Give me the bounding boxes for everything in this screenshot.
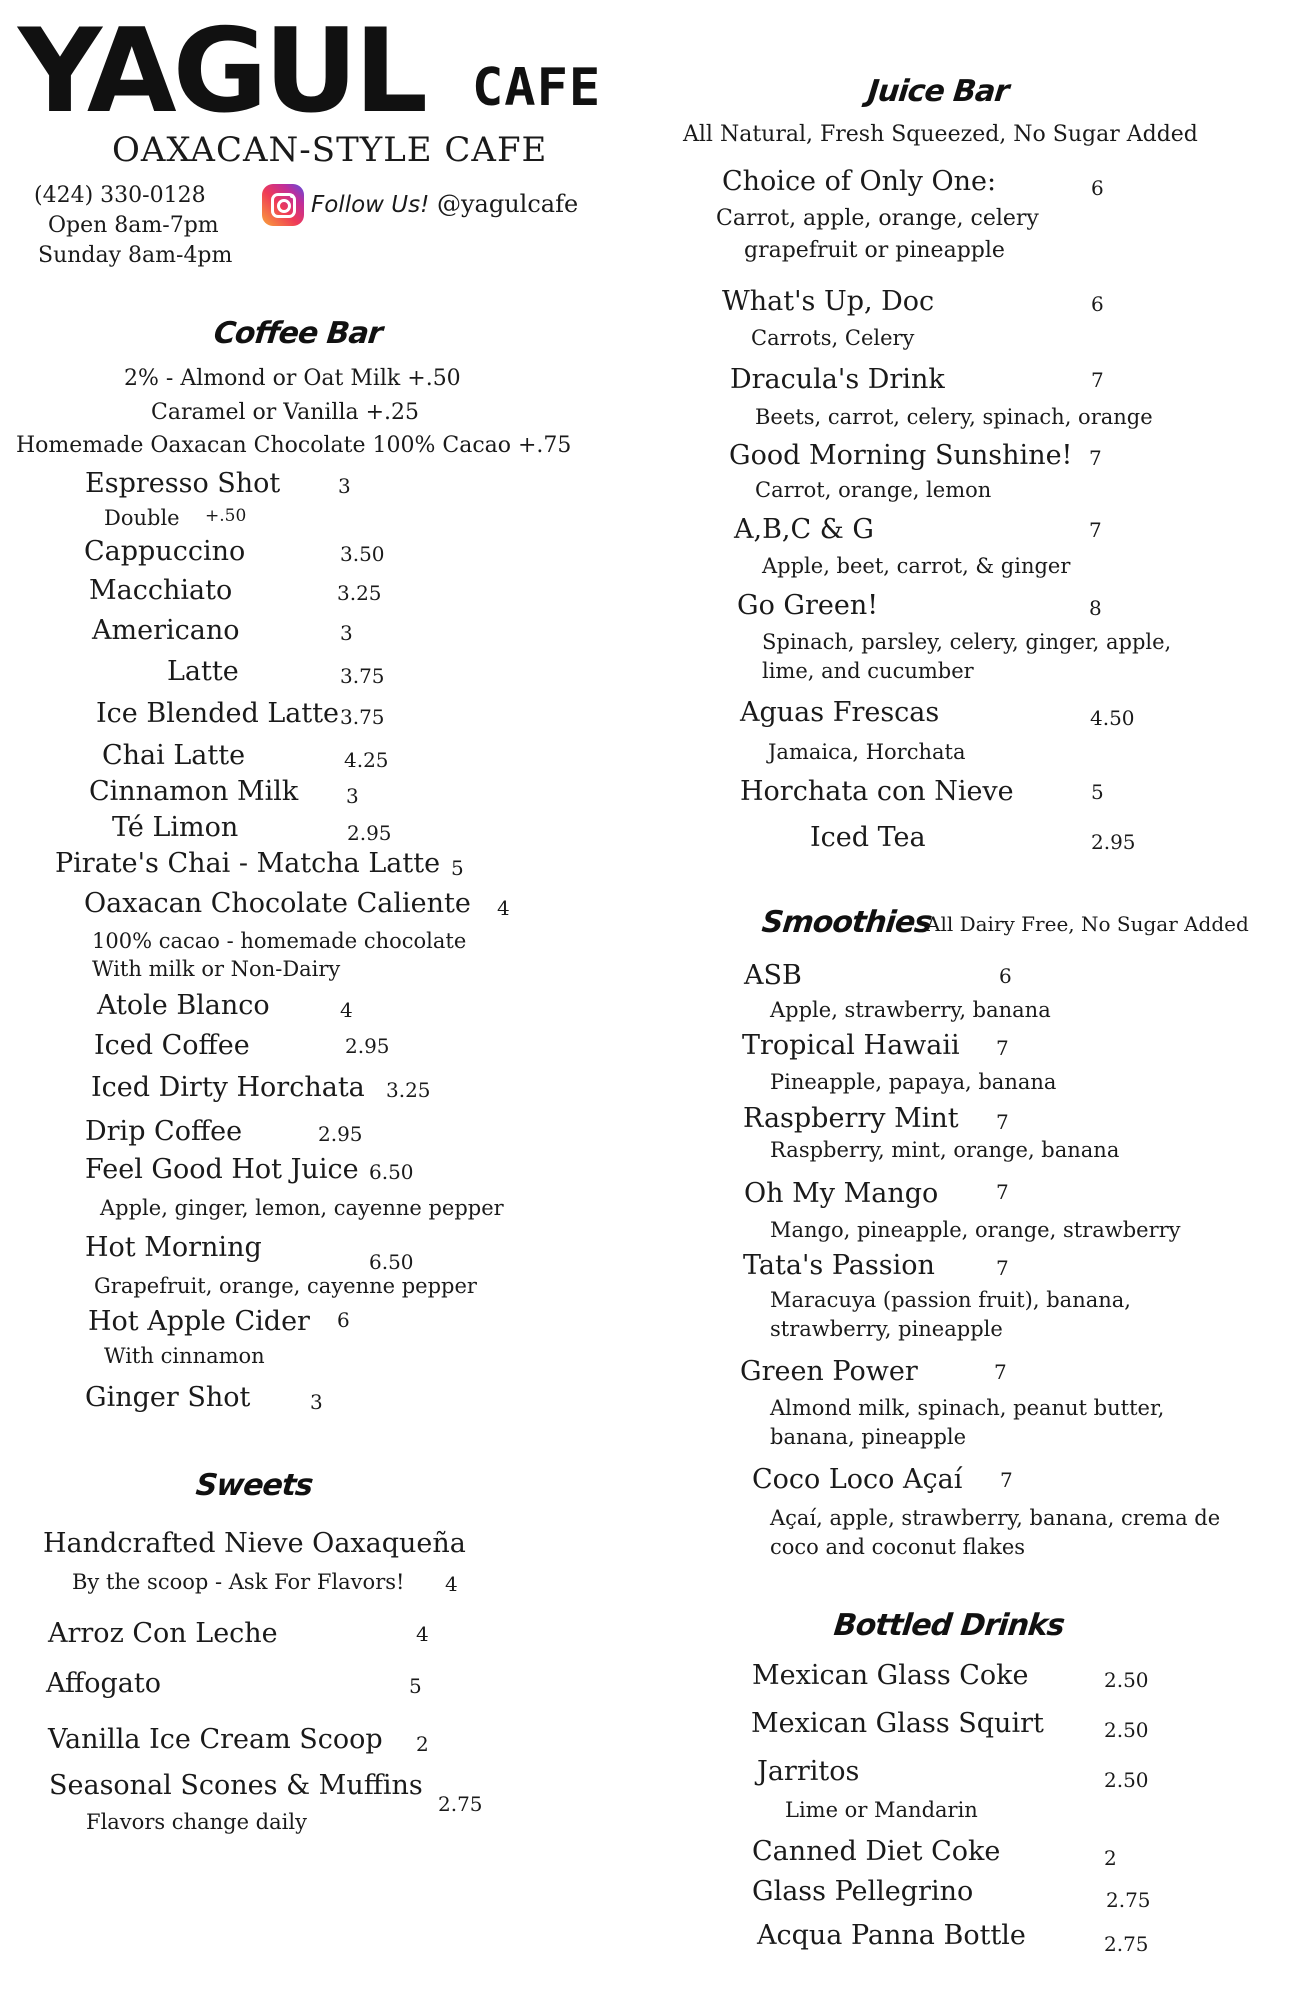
menu-item-name: Oh My Mango [744,1178,939,1209]
menu-item-price: 6.50 [369,1160,414,1184]
coffee-note: Homemade Oaxacan Chocolate 100% Cacao +.75 [16,433,572,458]
menu-item-name: Seasonal Scones & Muffins [49,1770,423,1801]
menu-item-price: 7 [994,1360,1007,1384]
menu-item-description: Apple, beet, carrot, & ginger [762,554,1071,578]
menu-item-price: 7 [996,1110,1009,1134]
menu-item-price: 7 [1000,1468,1013,1492]
menu-item-price: 2.95 [347,821,392,845]
menu-item-description: Apple, strawberry, banana [770,998,1051,1022]
menu-item-name: Macchiato [89,575,233,606]
menu-item-description: By the scoop - Ask For Flavors! [72,1570,405,1594]
menu-item-option: Double [104,506,180,530]
menu-item-price: 3 [310,1390,323,1414]
menu-item-name: Aguas Frescas [740,697,940,728]
menu-item-name: Arroz Con Leche [48,1618,278,1649]
hours-sunday: Sunday 8am-4pm [38,243,233,268]
smoothies-tagline: All Dairy Free, No Sugar Added [926,912,1249,936]
menu-item-name: Raspberry Mint [743,1103,959,1134]
menu-item-description: Apple, ginger, lemon, cayenne pepper [100,1196,504,1220]
menu-item-description: coco and coconut flakes [770,1535,1026,1559]
menu-item-price: 5 [1091,780,1104,804]
menu-item-price: 6 [337,1308,350,1332]
menu-item-price: 7 [1089,518,1102,542]
menu-item-name: Acqua Panna Bottle [757,1920,1026,1951]
menu-item-name: Good Morning Sunshine! [729,440,1073,471]
menu-item-description: Jamaica, Horchata [768,740,966,764]
menu-item-price: 8 [1089,596,1102,620]
juice-bar-tagline: All Natural, Fresh Squeezed, No Sugar Added [683,122,1198,147]
menu-item-price: 4.50 [1090,706,1135,730]
menu-item-name: Iced Coffee [94,1030,250,1061]
menu-item-price: 4 [445,1572,458,1596]
menu-item-price: 2.75 [438,1792,483,1816]
menu-item-description: banana, pineapple [770,1425,967,1449]
menu-item-price: 2.95 [1091,830,1136,854]
menu-item-name: Coco Loco Açaí [752,1464,963,1495]
instagram-follow[interactable] [311,190,578,218]
hours-weekday: Open 8am-7pm [48,213,219,238]
menu-item-price: 2.50 [1104,1668,1149,1692]
menu-item-price: 3 [346,784,359,808]
menu-item-name: Go Green! [737,590,879,621]
menu-item-name: Té Limon [112,812,239,843]
menu-item-name: Dracula's Drink [730,364,945,395]
menu-item-name: Handcrafted Nieve Oaxaqueña [43,1528,466,1559]
menu-item-price: 2.95 [318,1122,363,1146]
menu-item-description: Beets, carrot, celery, spinach, orange [755,405,1153,429]
menu-item-name: A,B,C & G [734,514,874,545]
menu-item-name: Mexican Glass Coke [752,1660,1029,1691]
menu-item-name: What's Up, Doc [722,286,935,317]
menu-item-price: 2 [1104,1846,1117,1870]
menu-item-description: Grapefruit, orange, cayenne pepper [94,1274,477,1298]
menu-item-price: 4 [497,896,510,920]
menu-item-price: 2.95 [345,1034,390,1058]
menu-item-name: Chai Latte [102,740,246,771]
menu-item-price: 2 [416,1732,429,1756]
menu-item-price: 3 [340,621,353,645]
menu-item-price: 6 [999,964,1012,988]
menu-item-price: 2.75 [1104,1932,1149,1956]
juice-bar-heading: Juice Bar [866,74,1011,109]
menu-item-name: Glass Pellegrino [752,1876,974,1907]
menu-item-price: 4.25 [344,748,389,772]
menu-item-price: 3.75 [340,664,385,688]
menu-item-description: With cinnamon [104,1344,265,1368]
menu-item-name: Atole Blanco [97,990,270,1021]
menu-item-name: Iced Dirty Horchata [91,1072,365,1103]
menu-item-description: Carrots, Celery [751,326,915,350]
menu-item-name: Pirate's Chai - Matcha Latte [55,848,441,879]
menu-item-price: 5 [409,1674,422,1698]
menu-item-description: Maracuya (passion fruit), banana, [770,1288,1131,1312]
menu-item-name: Espresso Shot [85,468,281,499]
menu-item-price: 3 [338,474,351,498]
coffee-note: 2% - Almond or Oat Milk +.50 [124,366,461,391]
menu-item-name: ASB [744,960,802,991]
menu-item-price: 7 [996,1036,1009,1060]
menu-item-name: Iced Tea [810,822,926,853]
cafe-logo-suffix: CAFE [472,58,602,118]
menu-item-description: strawberry, pineapple [770,1317,1003,1341]
menu-item-name: Green Power [740,1356,918,1387]
menu-item-name: Ice Blended Latte [96,698,340,729]
sweets-heading: Sweets [194,1468,315,1503]
menu-item-description: lime, and cucumber [762,659,974,683]
menu-item-price: 4 [340,998,353,1022]
smoothies-heading: Smoothies [760,905,934,940]
menu-item-price: 7 [1089,446,1102,470]
menu-item-price: 6.50 [369,1250,414,1274]
menu-item-price: 3.75 [340,705,385,729]
menu-item-price: 3.25 [337,581,382,605]
menu-item-name: Feel Good Hot Juice [85,1154,359,1185]
menu-item-description: Carrot, orange, lemon [755,478,992,502]
menu-item-price: 7 [996,1180,1009,1204]
menu-item-name: Tata's Passion [743,1250,935,1281]
menu-item-name: Hot Morning [85,1232,262,1263]
menu-item-name: Tropical Hawaii [742,1030,960,1061]
menu-item-price: 2.75 [1106,1888,1151,1912]
menu-item-name: Cappuccino [84,536,246,567]
menu-item-price: 2.50 [1104,1768,1149,1792]
menu-item-price: 2.50 [1104,1718,1149,1742]
follow-label: Follow Us! [311,192,430,218]
menu-item-name: Mexican Glass Squirt [751,1708,1044,1739]
menu-item-description: Pineapple, papaya, banana [770,1070,1057,1094]
phone-number: (424) 330-0128 [34,183,206,208]
menu-item-name: Canned Diet Coke [752,1836,1001,1867]
menu-item-name: Drip Coffee [85,1116,243,1147]
menu-item-name: Vanilla Ice Cream Scoop [48,1724,383,1755]
menu-item-description: Mango, pineapple, orange, strawberry [770,1218,1181,1242]
coffee-note: Caramel or Vanilla +.25 [151,400,420,425]
menu-item-name: Horchata con Nieve [740,776,1014,807]
menu-item-description: Raspberry, mint, orange, banana [770,1138,1120,1162]
bottled-drinks-heading: Bottled Drinks [832,1608,1066,1643]
menu-item-price: 5 [451,856,464,880]
menu-item-price: 7 [996,1256,1009,1280]
cafe-logo: YAGUL [18,4,424,139]
menu-item-price: +.50 [205,506,247,526]
menu-item-description: Flavors change daily [86,1810,307,1834]
menu-item-description: 100% cacao - homemade chocolate [92,929,467,953]
menu-item-description: Almond milk, spinach, peanut butter, [770,1396,1165,1420]
menu-item-name: Cinnamon Milk [89,776,299,807]
menu-item-description: With milk or Non-Dairy [92,957,341,981]
menu-item-name: Jarritos [757,1756,860,1787]
menu-item-price: 7 [1091,368,1104,392]
instagram-icon[interactable] [262,184,304,226]
menu-item-price: 6 [1091,292,1104,316]
menu-item-name: Hot Apple Cider [88,1306,310,1337]
menu-item-description: Lime or Mandarin [785,1798,978,1822]
menu-item-name: Affogato [46,1668,161,1699]
menu-item-price: 3.50 [340,542,385,566]
coffee-bar-heading: Coffee Bar [212,316,384,351]
cafe-subtitle: OAXACAN-STYLE CAFE [112,130,548,170]
menu-item-name: Choice of Only One: [722,166,997,197]
instagram-handle: @yagulcafe [436,190,579,218]
menu-item-description: Açaí, apple, strawberry, banana, crema de [770,1506,1221,1530]
menu-item-description: Spinach, parsley, celery, ginger, apple, [762,630,1172,654]
menu-item-name: Americano [92,615,240,646]
menu-item-name: Oaxacan Chocolate Caliente [84,888,471,919]
menu-item-price: 4 [416,1622,429,1646]
menu-item-description: Carrot, apple, orange, celery [716,206,1039,231]
menu-item-description: grapefruit or pineapple [744,238,1005,263]
menu-item-price: 6 [1091,176,1104,200]
menu-item-price: 3.25 [386,1078,431,1102]
menu-item-name: Ginger Shot [85,1382,251,1413]
menu-item-name: Latte [167,656,239,687]
